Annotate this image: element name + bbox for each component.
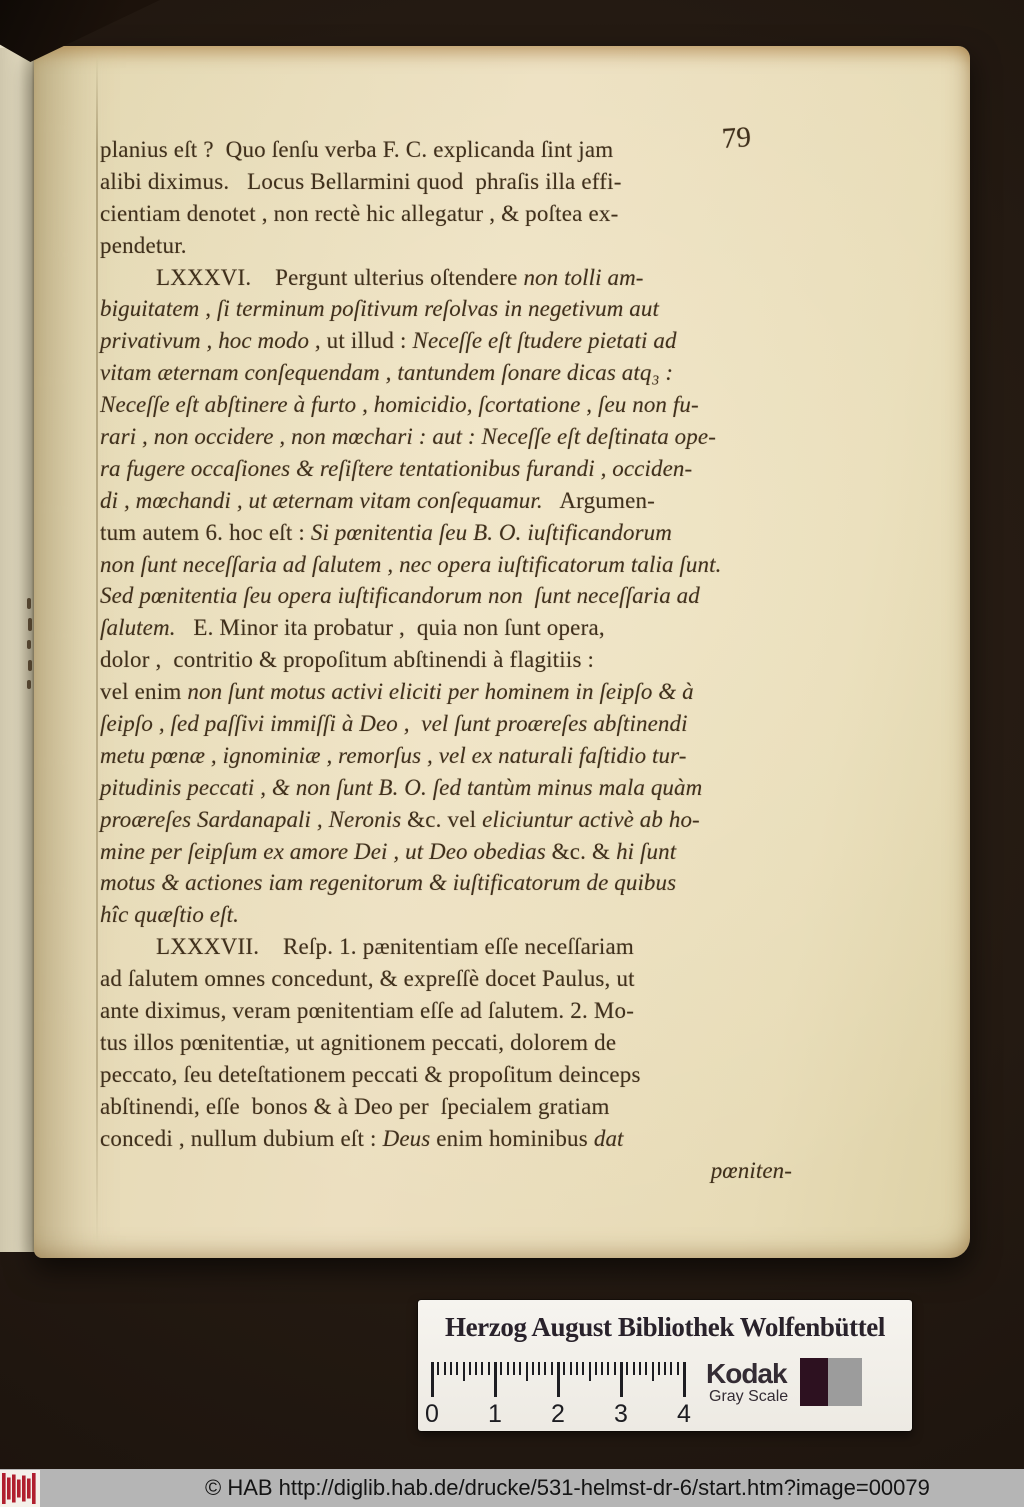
grayscale-patch-dark [800, 1358, 828, 1406]
grayscale-patch-gray [828, 1358, 862, 1406]
text-line: rari , non occidere , non mœchari : aut : Neceſſe eſt deſtinata ope- [100, 424, 716, 450]
stitch-mark [28, 660, 32, 671]
text-line: pitudinis peccati , & non ſunt B. O. ſed tantùm minus mala quàm [100, 774, 703, 800]
stitch-mark [28, 618, 32, 631]
text-line: planius eſt ? Quo ſenſu verba F. C. explicanda ſint jam [100, 137, 614, 162]
text-line: privativum , hoc modo , ut illud : Neceſſe eſt ſtudere pietati ad [100, 328, 677, 354]
text-line: tus illos pœnitentiæ, ut agnitionem peccati, dolorem de [100, 1029, 617, 1055]
gutter-crease [96, 56, 98, 1246]
ruler-numbers: 0 1 2 3 4 [425, 1400, 691, 1428]
text-line: vitam æternam conſequendam , tantundem ſonare dicas atq₃ : [100, 360, 674, 386]
text-line: ante diximus, veram pœnitentiam eſſe ad ſalutem. 2. Mo- [100, 998, 635, 1024]
copyright-bar [0, 1469, 1024, 1507]
text-line: peccato, ſeu deteſtationem peccati & propoſitum deinceps [100, 1061, 641, 1087]
book-page [34, 46, 970, 1258]
text-line: dolor , contritio & propoſitum abſtinendi à flagitiis : [100, 647, 595, 673]
stitch-mark [27, 640, 31, 649]
text-line: biguitatem , ſi terminum poſitivum reſolvas in negetivum aut [100, 296, 659, 322]
text-line: LXXXVII. Reſp. 1. pænitentiam eſſe neceſſariam [156, 934, 634, 960]
text-line: pendetur. [100, 232, 187, 258]
stitch-mark [27, 680, 31, 689]
page-number: 79 [720, 121, 753, 155]
text-line: concedi , nullum dubium eſt : Deus enim hominibus dat [100, 1125, 624, 1151]
text-line: ra fugere occaſiones & reſiſtere tentationibus furandi , occiden- [100, 455, 693, 481]
text-line: ſalutem. E. Minor ita probatur , quia non ſunt opera, [100, 615, 605, 641]
text-line: ad ſalutem omnes concedunt, & expreſſè docet Paulus, ut [100, 966, 635, 992]
ruler-ticks [418, 1362, 698, 1404]
page-stack-fore-edge [0, 46, 36, 1252]
text-block [100, 134, 806, 1186]
stitch-mark [27, 598, 31, 609]
text-line: metu pœnæ , ignominiæ , remorſus , vel ex naturali faſtidio tur- [100, 742, 687, 768]
text-line: hîc quæſtio eſt. [100, 902, 239, 928]
text-line: proæreſes Sardanapali , Neronis &c. vel eliciuntur activè ab ho- [100, 806, 700, 832]
gray-scale-label: Gray Scale [709, 1388, 789, 1405]
text-line: Sed pœnitentia ſeu opera iuſtificandorum non ſunt neceſſaria ad [100, 583, 700, 609]
text-line: vel enim non ſunt motus activi eliciti per hominem in ſeipſo & à [100, 679, 694, 705]
text-line: non ſunt neceſſaria ad ſalutem , nec opera iuſtificatorum talia ſunt. [100, 551, 722, 577]
text-line: tum autem 6. hoc eſt : Si pœnitentia ſeu B. O. iuſtificandorum [100, 519, 672, 545]
library-label-card [418, 1300, 912, 1431]
text-line: di , mœchandi , ut æternam vitam conſequamur. Argumen- [100, 487, 656, 513]
text-line: Neceſſe eſt abſtinere à furto , homicidio, ſcortatione , ſeu non fu- [100, 392, 699, 418]
text-line: mine per ſeipſum ex amore Dei , ut Deo obedias &c. & hi ſunt [100, 838, 677, 864]
text-line: motus & actiones iam regenitorum & iuſtificatorum de quibus [100, 870, 677, 896]
text-line: abſtinendi, eſſe bonos & à Deo per ſpecialem gratiam [100, 1093, 610, 1119]
text-line: alibi diximus. Locus Bellarmini quod phraſis illa effi- [100, 168, 622, 194]
text-line: LXXXVI. Pergunt ulterius oſtendere non tolli am- [156, 264, 644, 290]
text-line: ſeipſo , ſed paſſivi immiſſi à Deo , vel ſunt proæreſes abſtinendi [100, 711, 688, 737]
text-line: cientiam denotet , non rectè hic allegatur , & poſtea ex- [100, 200, 619, 226]
hab-logo-icon [0, 1470, 40, 1507]
copyright-text: © HAB http://diglib.hab.de/drucke/531-helmst-dr-6/start.htm?image=00079 [205, 1475, 930, 1500]
library-name: Herzog August Bibliothek Wolfenbüttel [445, 1312, 885, 1342]
text-line: pœniten- [710, 1157, 792, 1183]
grayscale-patches [800, 1358, 862, 1406]
kodak-wordmark: Kodak [706, 1358, 787, 1389]
